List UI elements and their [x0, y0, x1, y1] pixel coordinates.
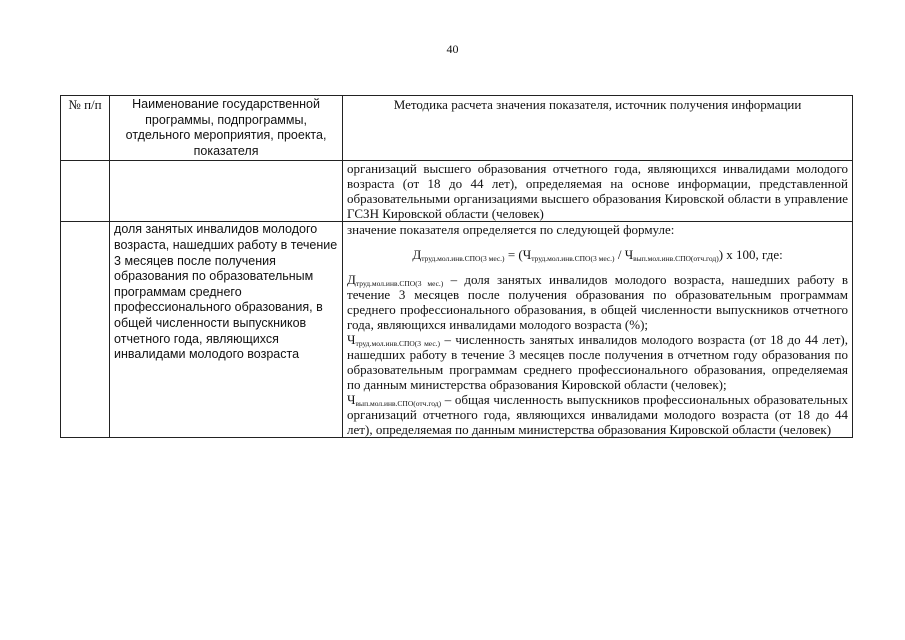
header-number: № п/п — [61, 96, 110, 161]
indicator-name-cell: доля занятых инвалидов молодого возраста, нашедших работу в течение 3 месяцев после получения образования по образовательным программам среднего профессионального образования, в общей численности выпускников отчетного года, являющихся инвалидами молодого возраста — [110, 222, 343, 438]
table-header-row — [61, 96, 853, 161]
row-number-cell — [61, 222, 110, 438]
indicator-method-cell — [343, 222, 853, 438]
table-row — [61, 161, 853, 222]
header-method: Методика расчета значения показателя, источник получения информации — [343, 96, 853, 161]
definition-share: $Д_{труд.мол.инв.СПО(3 мес.)}$ – доля занятых инвалидов молодого возраста, нашедших работу в течение 3 месяцев после получения образования по образовательным программам среднего профессионального образования, в общей численности выпускников отчетного года, являющихся инвалидами молодого возраста (%); — [347, 272, 848, 333]
definition-employed-count: $Ч_{труд.мол.инв.СПО(3 мес.)}$ – численность занятых инвалидов молодого возраста (от 18 до 44 лет), нашедших работу в течение 3 месяцев после получения в отчетном году образования по образовательным программам среднего профессионального образования, определяемая по данным министерства образования Кировской области (человек); — [347, 332, 848, 393]
formula-intro: значение показателя определяется по следующей формуле: — [347, 222, 675, 238]
formula: $Д_{труд.мол.инв.СПО(3 мес.)} = (Ч_{труд.мол.инв.СПО(3 мес.)} / Ч_{вып.мол.инв.СПО(отч.год)})$ x 100, где: — [412, 247, 783, 264]
methodology-table — [60, 95, 853, 438]
row-method-cell: организаций высшего образования отчетного года, являющихся инвалидами молодого возраста (от 18 до 44 лет), определяемая на основе информации, представленной образовательными организациями высшего образования Кировской области в управление ГСЗН Кировской области (человек) — [343, 161, 853, 222]
row-name-cell — [110, 161, 343, 222]
row-number-cell — [61, 161, 110, 222]
page-number: 40 — [446, 42, 459, 56]
header-name: Наименование государственной программы, подпрограммы, отдельного мероприятия, проекта, показателя — [110, 96, 343, 161]
definition-graduates-count: $Ч_{вып.мол.инв.СПО(отч.год)}$ – общая численность выпускников профессиональных образовательных организаций отчетного года, являющихся инвалидами молодого возраста (от 18 до 44 лет), определяемая по данным министерства образования Кировской области (человек) — [347, 392, 848, 438]
table-row — [61, 222, 853, 438]
